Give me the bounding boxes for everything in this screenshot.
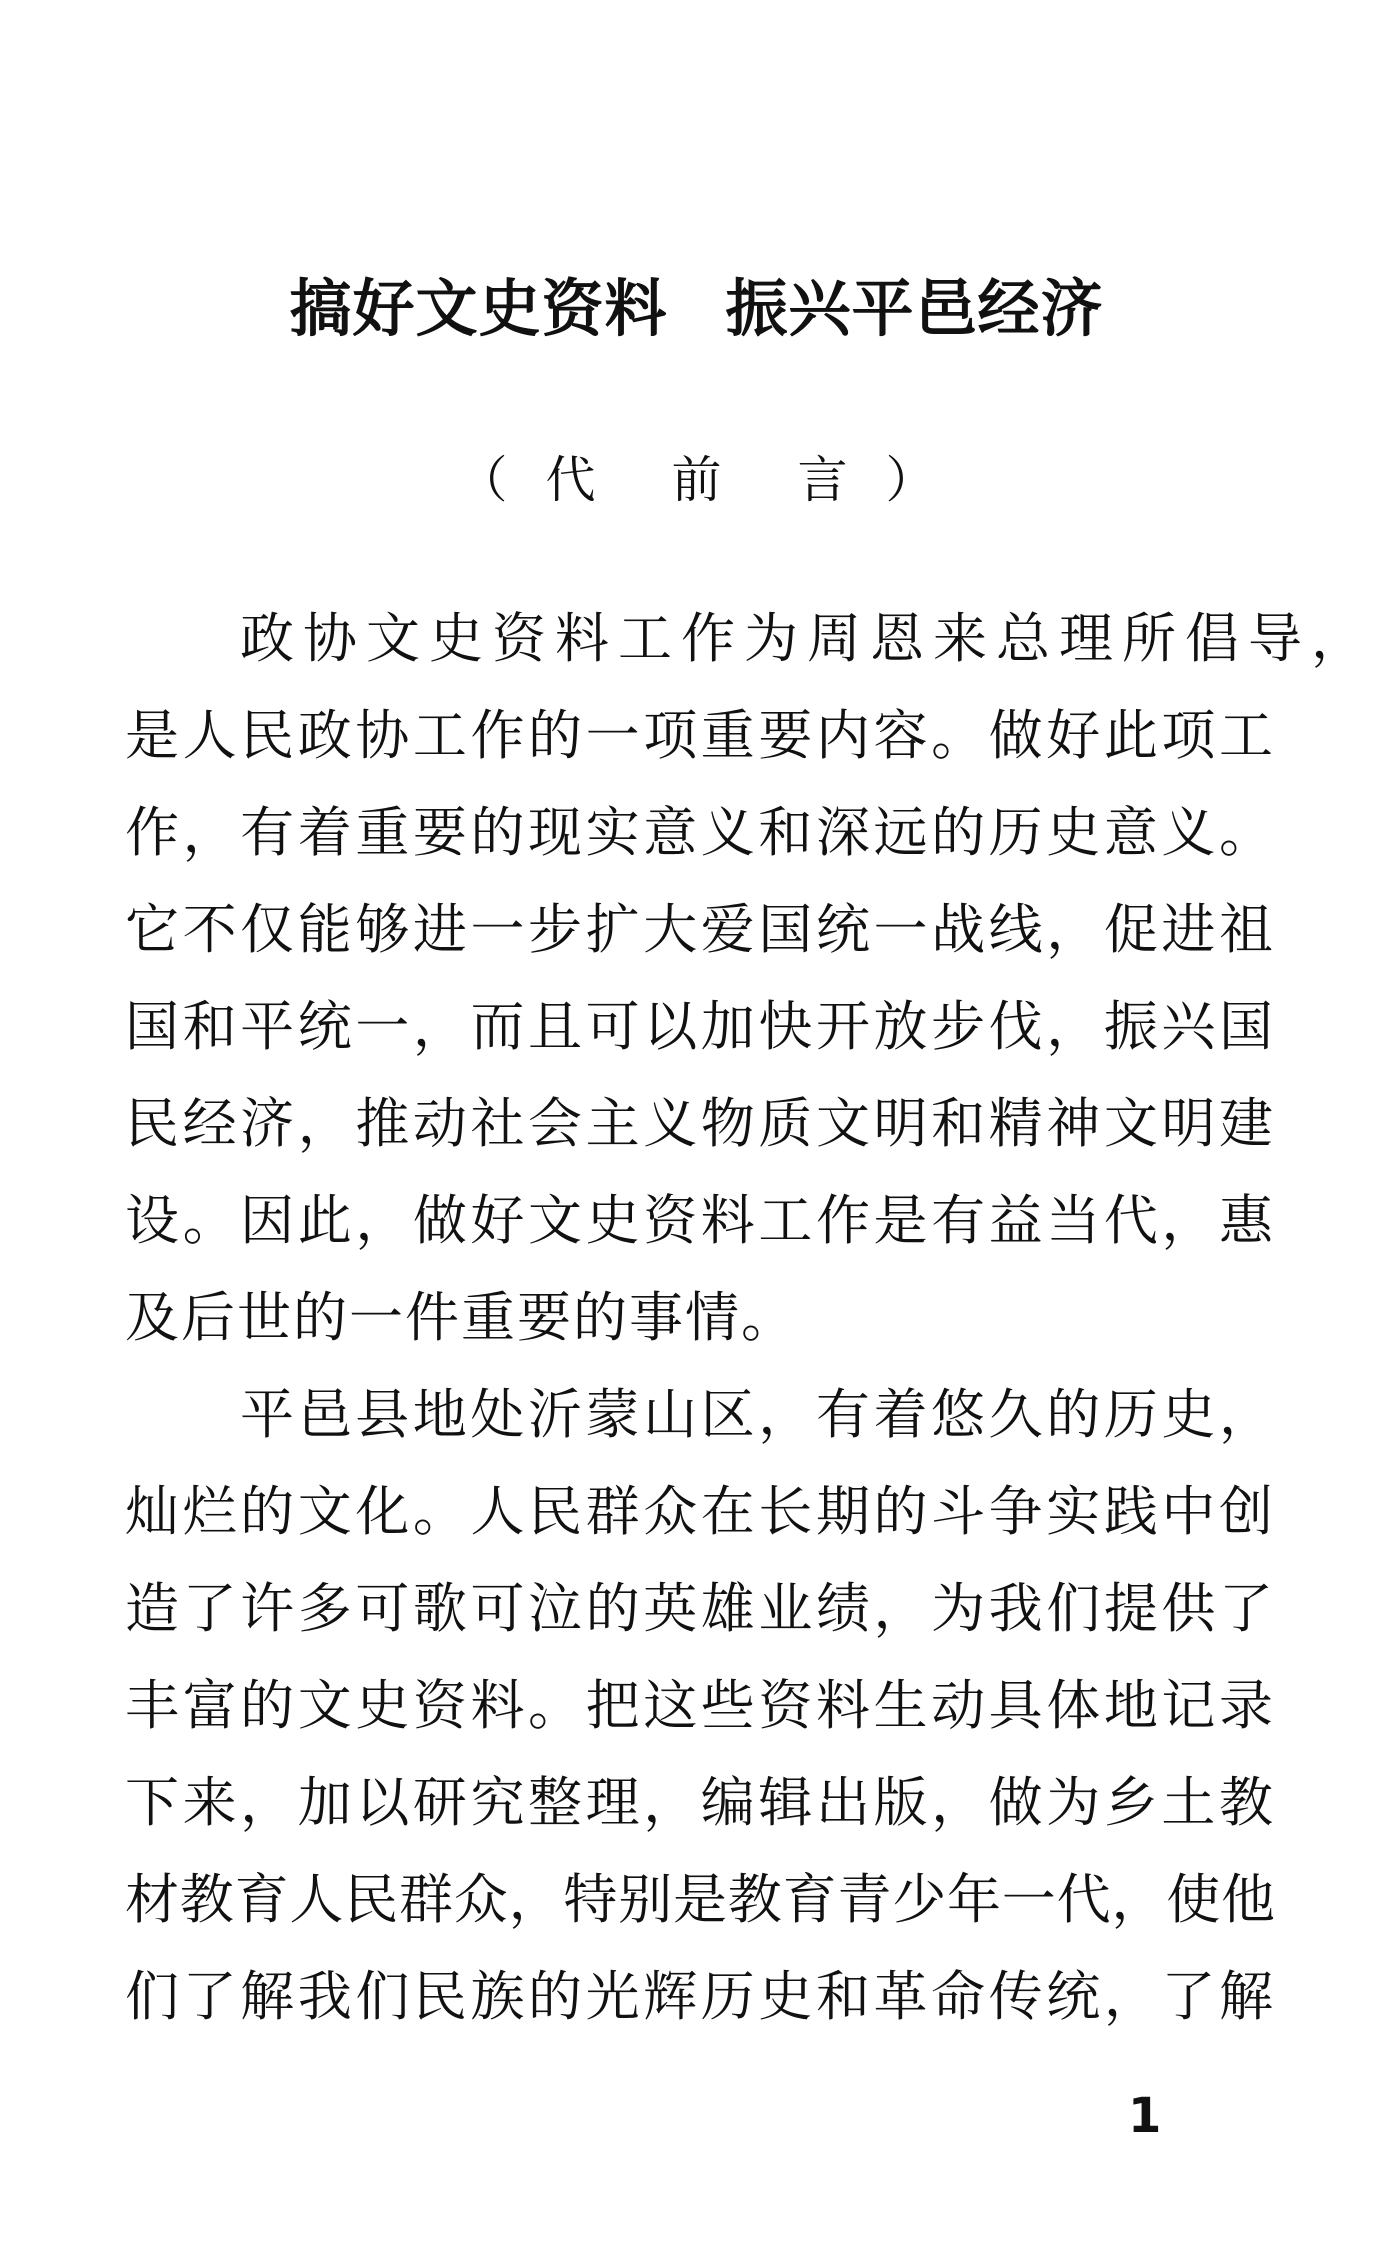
text-line: 丰富的文史资料。把这些资料生动具体地记录: [125, 1674, 1275, 1737]
text-line: 及后世的一件重要的事情。: [125, 1286, 797, 1349]
text-line: 政协文史资料工作为周恩来总理所倡导，: [240, 607, 1374, 670]
subtitle-char-2: 前: [671, 451, 722, 509]
text-line: 下来，加以研究整理，编辑出版，做为乡土教: [125, 1771, 1275, 1834]
subtitle-char-3: 言: [797, 451, 848, 509]
text-line: 作，有着重要的现实意义和深远的历史意义。: [125, 801, 1275, 864]
subtitle: [0, 451, 1393, 509]
text-line: 灿烂的文化。人民群众在长期的斗争实践中创: [125, 1480, 1275, 1543]
text-line: 民经济，推动社会主义物质文明和精神文明建: [125, 1092, 1275, 1155]
subtitle-open-paren: （: [457, 451, 508, 509]
title-part-1: 搞好文史资料: [289, 272, 668, 345]
title-part-2: 振兴平邑经济: [725, 272, 1104, 345]
text-line: 造了许多可歌可泣的英雄业绩，为我们提供了: [125, 1577, 1275, 1640]
text-line: 们了解我们民族的光辉历史和革命传统，了解: [125, 1965, 1275, 2028]
page-number: 1: [1128, 2088, 1162, 2144]
text-line: 设。因此，做好文史资料工作是有益当代，惠: [125, 1189, 1275, 1252]
text-line: 材教育人民群众，特别是教育青少年一代，使他: [125, 1868, 1275, 1931]
text-line: 它不仅能够进一步扩大爱国统一战线，促进祖: [125, 898, 1275, 961]
page-title: [0, 272, 1393, 345]
text-line: 是人民政协工作的一项重要内容。做好此项工: [125, 704, 1275, 767]
subtitle-close-paren: ）: [885, 451, 936, 509]
body-text: [125, 590, 1374, 2045]
text-line: 平邑县地处沂蒙山区，有着悠久的历史，: [240, 1383, 1275, 1446]
text-line: 国和平统一，而且可以加快开放步伐，振兴国: [125, 995, 1275, 1058]
subtitle-char-1: 代: [545, 451, 596, 509]
